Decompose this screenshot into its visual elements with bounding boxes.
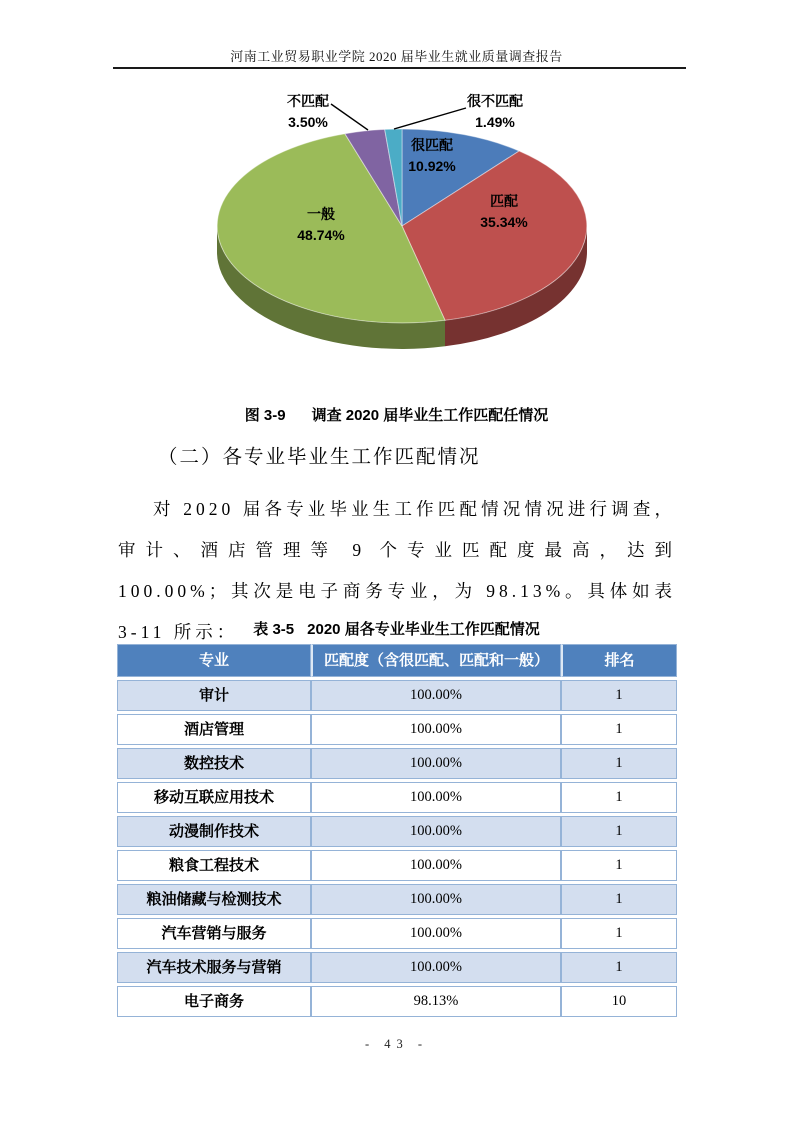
svg-text:很匹配: 很匹配 bbox=[411, 137, 453, 153]
table-row bbox=[117, 952, 677, 983]
table-row bbox=[117, 680, 677, 711]
svg-text:1.49%: 1.49% bbox=[475, 114, 515, 130]
rank-cell: 1 bbox=[561, 816, 677, 847]
svg-text:48.74%: 48.74% bbox=[297, 227, 345, 243]
rate-cell: 100.00% bbox=[311, 918, 561, 949]
pie-chart-figure bbox=[176, 88, 616, 378]
table-row bbox=[117, 884, 677, 915]
col-header-major: 专业 bbox=[117, 644, 311, 677]
table-row bbox=[117, 782, 677, 813]
table-row bbox=[117, 918, 677, 949]
table-row bbox=[117, 986, 677, 1017]
major-cell: 汽车营销与服务 bbox=[117, 918, 311, 949]
table-caption bbox=[0, 618, 793, 639]
rank-cell: 1 bbox=[561, 952, 677, 983]
table-caption-label: 表 3-5 bbox=[253, 621, 295, 638]
svg-text:10.92%: 10.92% bbox=[408, 158, 456, 174]
major-cell: 审计 bbox=[117, 680, 311, 711]
rate-cell: 100.00% bbox=[311, 884, 561, 915]
table-row bbox=[117, 748, 677, 779]
major-cell: 汽车技术服务与营销 bbox=[117, 952, 311, 983]
rate-cell: 100.00% bbox=[311, 850, 561, 881]
svg-text:不匹配: 不匹配 bbox=[287, 93, 329, 109]
page-header-title: 河南工业贸易职业学院 2020 届毕业生就业质量调查报告 bbox=[230, 49, 563, 64]
rate-cell: 100.00% bbox=[311, 782, 561, 813]
major-cell: 数控技术 bbox=[117, 748, 311, 779]
page-number: - 43 - bbox=[364, 1037, 429, 1051]
rank-cell: 1 bbox=[561, 748, 677, 779]
figure-caption-title: 调查 2020 届毕业生工作匹配任情况 bbox=[311, 407, 549, 424]
svg-text:35.34%: 35.34% bbox=[480, 214, 528, 230]
table-row bbox=[117, 714, 677, 745]
svg-text:一般: 一般 bbox=[307, 206, 335, 222]
figure-caption-label: 图 3-9 bbox=[244, 407, 286, 424]
svg-text:3.50%: 3.50% bbox=[288, 114, 328, 130]
svg-text:匹配: 匹配 bbox=[490, 193, 518, 209]
major-cell: 酒店管理 bbox=[117, 714, 311, 745]
major-cell: 移动互联应用技术 bbox=[117, 782, 311, 813]
table-caption-title: 2020 届各专业毕业生工作匹配情况 bbox=[307, 621, 540, 638]
rate-cell: 100.00% bbox=[311, 748, 561, 779]
col-header-rate: 匹配度（含很匹配、匹配和一般） bbox=[311, 644, 561, 677]
rate-cell: 98.13% bbox=[311, 986, 561, 1017]
rank-cell: 1 bbox=[561, 918, 677, 949]
body-paragraph: 对 2020 届各专业毕业生工作匹配情况情况进行调查，审计、酒店管理等 9 个专业匹配度最高，达到 100.00%；其次是电子商务专业，为 98.13%。具体如表 3-11 所示： bbox=[118, 499, 676, 642]
major-cell: 电子商务 bbox=[117, 986, 311, 1017]
rank-cell: 1 bbox=[561, 680, 677, 711]
major-cell: 粮油储藏与检测技术 bbox=[117, 884, 311, 915]
rank-cell: 1 bbox=[561, 850, 677, 881]
rate-cell: 100.00% bbox=[311, 714, 561, 745]
table-header-row bbox=[117, 644, 677, 677]
col-header-rank: 排名 bbox=[561, 644, 677, 677]
rate-cell: 100.00% bbox=[311, 680, 561, 711]
rate-cell: 100.00% bbox=[311, 952, 561, 983]
header-rule bbox=[113, 67, 686, 69]
match-table-head bbox=[117, 644, 677, 677]
rank-cell: 1 bbox=[561, 782, 677, 813]
rank-cell: 1 bbox=[561, 884, 677, 915]
match-table bbox=[117, 641, 677, 1020]
rank-cell: 10 bbox=[561, 986, 677, 1017]
major-cell: 粮食工程技术 bbox=[117, 850, 311, 881]
pie-chart bbox=[176, 88, 616, 378]
figure-caption bbox=[0, 404, 793, 425]
rank-cell: 1 bbox=[561, 714, 677, 745]
svg-text:很不匹配: 很不匹配 bbox=[467, 93, 523, 109]
major-cell: 动漫制作技术 bbox=[117, 816, 311, 847]
rate-cell: 100.00% bbox=[311, 816, 561, 847]
section-heading: （二）各专业毕业生工作匹配情况 bbox=[158, 447, 481, 468]
match-table-body bbox=[117, 680, 677, 1017]
table-row bbox=[117, 816, 677, 847]
table-row bbox=[117, 850, 677, 881]
